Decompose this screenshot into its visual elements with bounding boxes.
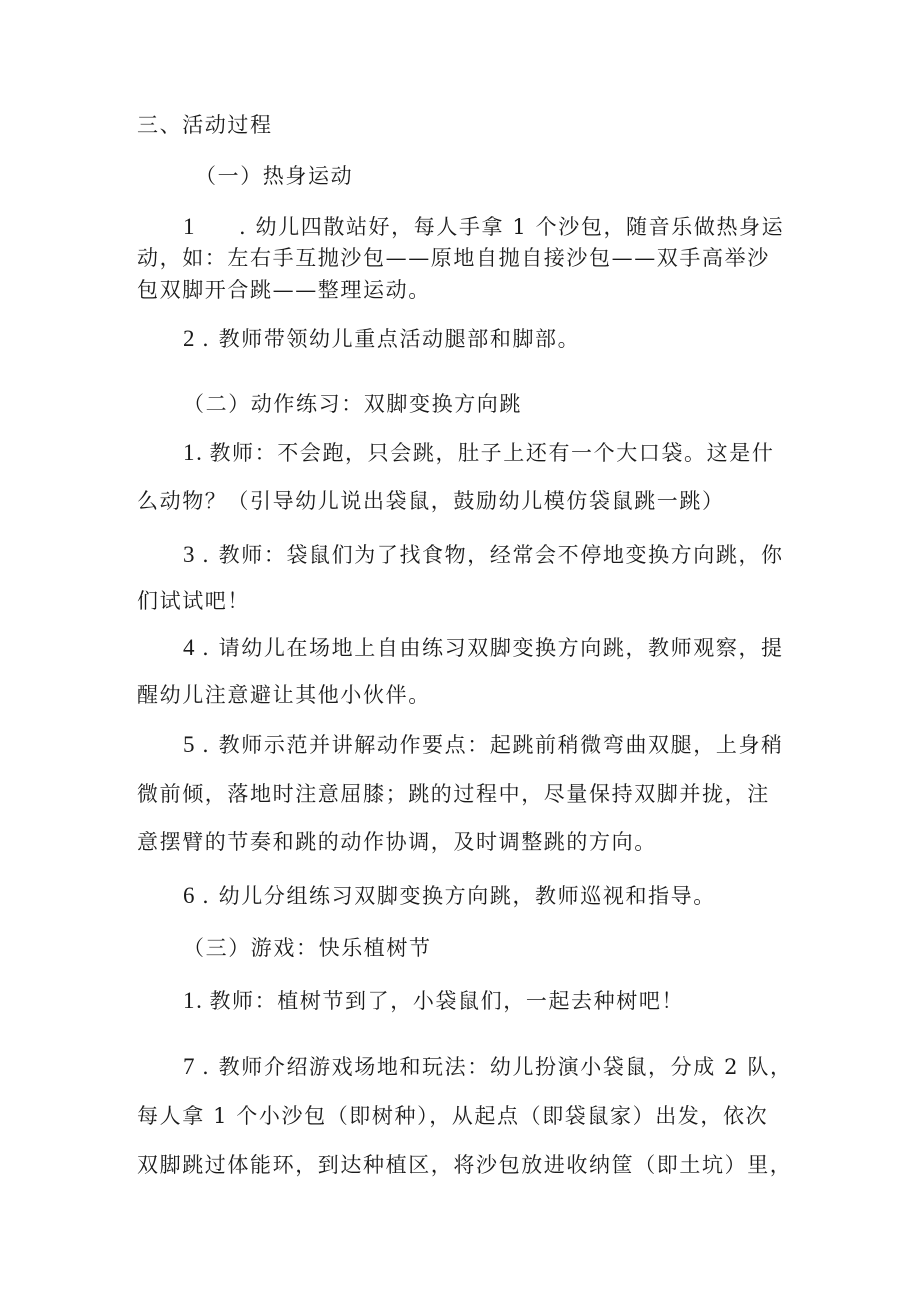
item-text: . 请幼儿在场地上自由练习双脚变换方向跳，教师观察，提 (202, 636, 784, 660)
part2-item3-line2: 们试试吧！ (137, 589, 250, 613)
part2-item5-line2: 微前倾，落地时注意屈膝；跳的过程中，尽量保持双脚并拢，注 (137, 782, 770, 806)
part3-heading: （三）游戏：快乐植树节 (183, 936, 432, 960)
section-title: 三、活动过程 (137, 113, 273, 137)
item-number: 4 (183, 635, 197, 660)
item-text: . 教师介绍游戏场地和玩法：幼儿扮演小袋鼠，分成 2 队， (202, 1055, 793, 1079)
part2-item5-line1 (183, 730, 784, 760)
part2-item1-line1 (183, 438, 774, 468)
part2-item5-line3: 意摆臂的节奏和跳的动作协调，及时调整跳的方向。 (137, 830, 657, 854)
item-number: 2 (183, 326, 197, 351)
part1-item2 (183, 324, 580, 354)
part2-item3-line1 (183, 540, 784, 570)
part1-item1-line2: 动，如：左右手互抛沙包——原地自抛自接沙包——双手高举沙 (137, 246, 770, 270)
part2-item4-line1 (183, 633, 784, 663)
item-number: 7 (183, 1054, 197, 1079)
part2-item6 (183, 881, 716, 911)
part2-item4-line2: 醒幼儿注意避让其他小伙伴。 (137, 683, 431, 707)
item-number: 1. (183, 440, 204, 465)
item-number: 5 (183, 732, 197, 757)
item-text: . 教师带领幼儿重点活动腿部和脚部。 (202, 327, 581, 351)
item-text: 教师：植树节到了，小袋鼠们，一起去种树吧！ (209, 989, 685, 1013)
part3-item7-line1 (183, 1052, 793, 1082)
part1-item1-line1 (183, 212, 784, 242)
part1-item1-line3: 包双脚开合跳——整理运动。 (137, 278, 431, 302)
item-text: . 幼儿分组练习双脚变换方向跳，教师巡视和指导。 (202, 884, 716, 908)
item-text: 教师：不会跑，只会跳，肚子上还有一个大口袋。这是什 (209, 441, 775, 465)
part3-item1 (183, 986, 684, 1016)
item-text: . 幼儿四散站好，每人手拿 1 个沙包，随音乐做热身运 (239, 215, 785, 239)
item-number: 1 (183, 214, 197, 239)
item-number: 3 (183, 542, 197, 567)
part3-item7-line2: 每人拿 1 个小沙包（即树种），从起点（即袋鼠家）出发，依次 (137, 1104, 769, 1128)
part1-heading: （一）热身运动 (195, 164, 354, 188)
item-number: 6 (183, 883, 197, 908)
item-number: 1. (183, 988, 204, 1013)
part2-item1-line2: 么动物？（引导幼儿说出袋鼠，鼓励幼儿模仿袋鼠跳一跳） (137, 489, 725, 513)
item-text: . 教师：袋鼠们为了找食物，经常会不停地变换方向跳，你 (202, 543, 784, 567)
part2-heading: （二）动作练习：双脚变换方向跳 (183, 392, 522, 416)
item-text: . 教师示范并讲解动作要点：起跳前稍微弯曲双腿，上身稍 (202, 733, 784, 757)
part3-item7-line3: 双脚跳过体能环，到达种植区，将沙包放进收纳筐（即土坑）里， (137, 1153, 793, 1177)
